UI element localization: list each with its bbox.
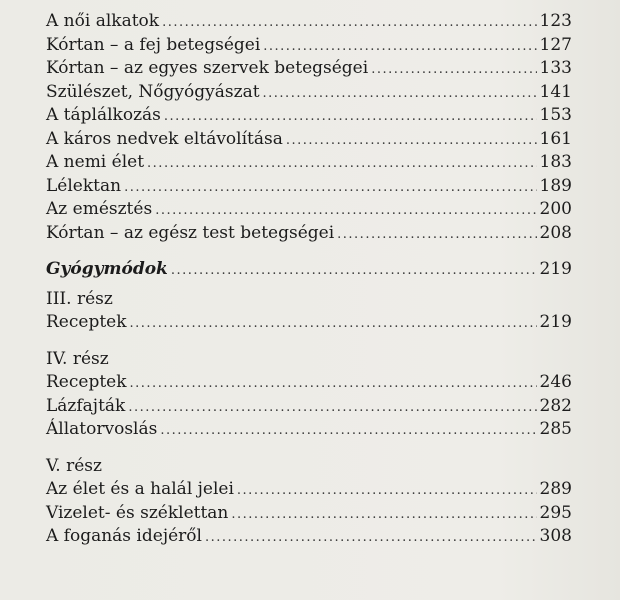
toc-entry-page: 285 bbox=[539, 419, 572, 439]
leader-dots bbox=[128, 396, 536, 420]
toc-entry bbox=[46, 104, 572, 128]
leader-dots bbox=[160, 419, 536, 443]
toc-entry bbox=[46, 198, 572, 222]
toc-entry-label: Állatorvoslás bbox=[46, 419, 158, 439]
toc-entry-page: 208 bbox=[539, 222, 572, 243]
leader-dots bbox=[286, 129, 537, 153]
toc-entry-page: 127 bbox=[539, 34, 572, 55]
spacer bbox=[46, 245, 572, 258]
table-of-contents bbox=[46, 10, 572, 549]
leader-dots bbox=[155, 199, 536, 223]
toc-entry-page: 183 bbox=[539, 152, 572, 172]
leader-dots bbox=[130, 312, 537, 336]
toc-entry bbox=[46, 478, 572, 502]
toc-entry-label: Szülészet, Nőgyógyászat bbox=[46, 81, 260, 102]
part-title-5: V. rész bbox=[46, 455, 102, 476]
toc-entry-page: 123 bbox=[539, 11, 572, 31]
toc-entry-label: A káros nedvek eltávolítása bbox=[46, 128, 283, 149]
toc-entry-page: 295 bbox=[539, 502, 572, 523]
toc-entry bbox=[46, 81, 572, 105]
toc-entry bbox=[46, 10, 572, 34]
toc-entry-page: 161 bbox=[539, 128, 572, 149]
toc-entry-label: A női alkatok bbox=[46, 11, 160, 31]
leader-dots bbox=[147, 152, 537, 176]
toc-entry-page: 219 bbox=[539, 259, 572, 279]
toc-entry-page: 219 bbox=[539, 312, 572, 332]
toc-entry-label: Az élet és a halál jelei bbox=[46, 479, 234, 499]
toc-heading-gyogymodok bbox=[46, 258, 572, 282]
toc-entry-page: 133 bbox=[539, 58, 572, 78]
leader-dots bbox=[164, 105, 537, 129]
toc-entry-page: 246 bbox=[539, 372, 572, 392]
toc-entry-label: A foganás idejéről bbox=[46, 526, 202, 546]
leader-dots bbox=[371, 58, 536, 82]
toc-entry bbox=[46, 128, 572, 152]
toc-entry-page: 153 bbox=[539, 105, 572, 125]
leader-dots bbox=[231, 503, 536, 527]
toc-entry-label: A nemi élet bbox=[46, 152, 145, 172]
toc-entry-label: Receptek bbox=[46, 372, 127, 392]
toc-entry bbox=[46, 418, 572, 442]
toc-entry-label: Vizelet- és széklettan bbox=[46, 502, 229, 523]
spacer bbox=[46, 442, 572, 455]
toc-entry bbox=[46, 222, 572, 246]
leader-dots bbox=[205, 526, 537, 550]
toc-entry bbox=[46, 151, 572, 175]
leader-dots bbox=[337, 223, 536, 247]
toc-entry-page: 141 bbox=[539, 81, 572, 102]
leader-dots bbox=[237, 479, 537, 503]
toc-entry bbox=[46, 34, 572, 58]
toc-entry-label: Kórtan – az egyes szervek betegségei bbox=[46, 58, 369, 78]
toc-entry-label: Az emésztés bbox=[46, 199, 153, 219]
leader-dots bbox=[171, 259, 537, 283]
leader-dots bbox=[162, 11, 536, 35]
toc-entry bbox=[46, 311, 572, 335]
leader-dots bbox=[263, 82, 537, 106]
toc-entry bbox=[46, 525, 572, 549]
part-title-4: IV. rész bbox=[46, 348, 109, 369]
toc-entry bbox=[46, 175, 572, 199]
toc-entry bbox=[46, 57, 572, 81]
toc-entry-page: 282 bbox=[539, 395, 572, 416]
toc-entry-page: 200 bbox=[539, 199, 572, 219]
spacer bbox=[46, 335, 572, 348]
leader-dots bbox=[263, 35, 536, 59]
toc-entry-label: Kórtan – az egész test betegségei bbox=[46, 222, 335, 243]
toc-entry bbox=[46, 371, 572, 395]
part-title-3: III. rész bbox=[46, 288, 113, 309]
toc-entry bbox=[46, 502, 572, 526]
toc-entry-page: 308 bbox=[539, 526, 572, 546]
toc-entry-label: Lázfajták bbox=[46, 395, 126, 416]
toc-entry-label: Kórtan – a fej betegségei bbox=[46, 34, 261, 55]
toc-entry-label: Lélektan bbox=[46, 175, 122, 196]
toc-entry-label: A táplálkozás bbox=[46, 105, 161, 125]
leader-dots bbox=[130, 372, 537, 396]
toc-entry-label: Receptek bbox=[46, 312, 127, 332]
toc-entry-page: 189 bbox=[539, 175, 572, 196]
toc-entry bbox=[46, 395, 572, 419]
leader-dots bbox=[124, 176, 536, 200]
toc-entry-page: 289 bbox=[539, 479, 572, 499]
toc-heading-label: Gyógymódok bbox=[46, 259, 168, 279]
